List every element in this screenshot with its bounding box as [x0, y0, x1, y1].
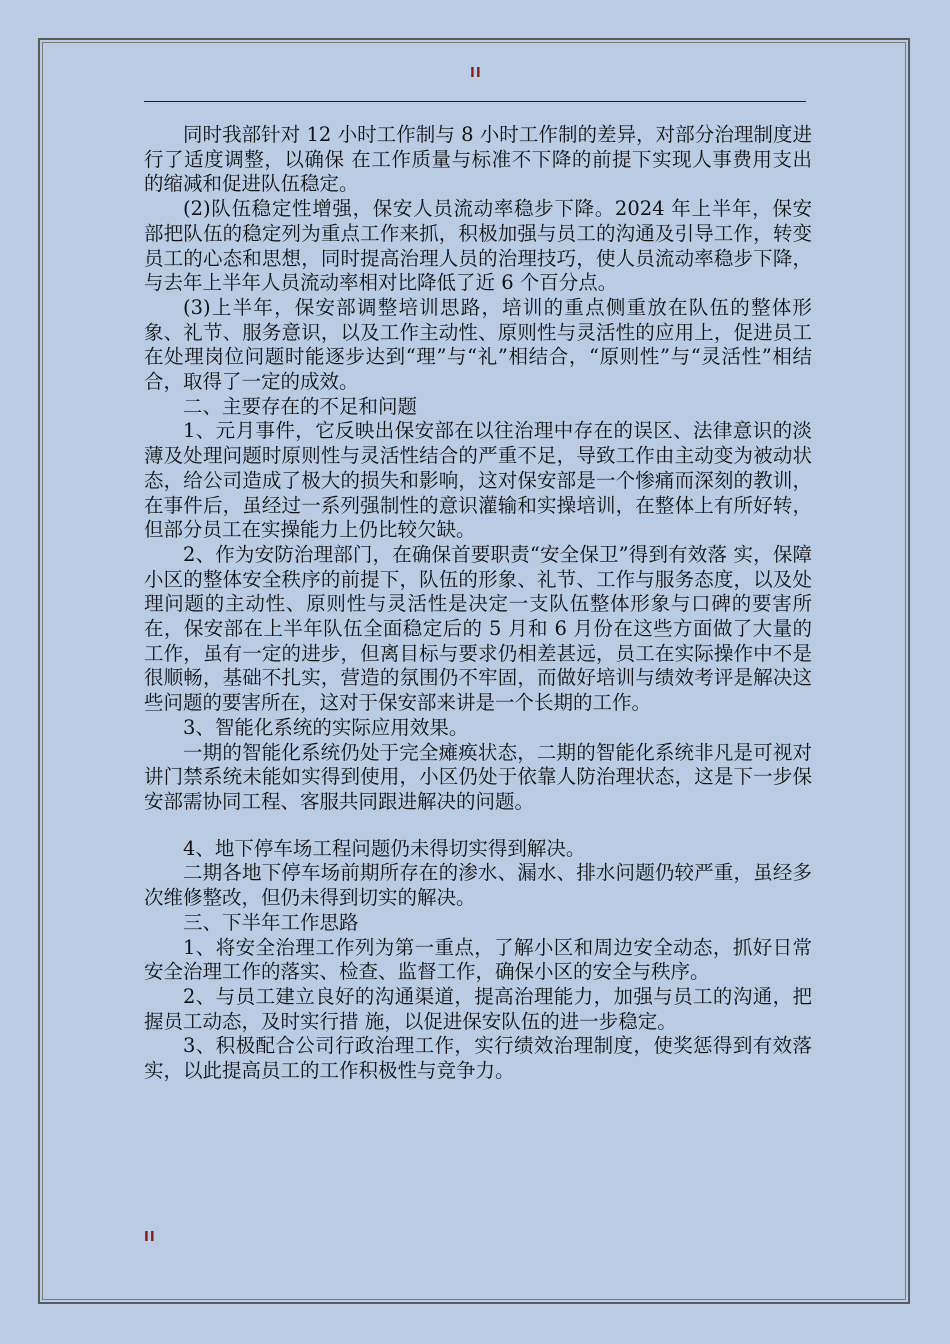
paragraph-problem-2: 2、作为安防治理部门，在确保首要职责“安全保卫”得到有效落 实，保障小区的整体安全秩序的前提下，队伍的形象、礼节、工作与服务态度，以及处理问题的主动性、原则性与灵活性是决定一支队伍整体形象与口碑的要害所在，保安部在上半年队伍全面稳定后的 5 月和 6 月份在这些方面做了大量的工作，虽有一定的进步，但离目标与要求仍相差甚远，员工在实际操作中不是很顺畅，基础不扎实，营造的氛围仍不牢固，而做好培训与绩效考评是解决这些问题的要害所在，这对于保安部来讲是一个长期的工作。	[144, 542, 812, 715]
paragraph-problem-1: 1、元月事件，它反映出保安部在以往治理中存在的误区、法律意识的淡薄及处理问题时原则性与灵活性结合的严重不足，导致工作由主动变为被动状态，给公司造成了极大的损失和影响，这对保安部是一个惨痛而深刻的教训，在事件后，虽经过一系列强制性的意识灌输和实操培训，在整体上有所好转，但部分员工在实操能力上仍比较欠缺。	[144, 419, 812, 542]
paragraph-problem-4-body: 二期各地下停车场前期所存在的渗水、漏水、排水问题仍较严重，虽经多次维修整改，但仍未得到切实的解决。	[144, 861, 812, 910]
document-body	[144, 123, 812, 1084]
paragraph-plan-1: 1、将安全治理工作列为第一重点，了解小区和周边安全动态，抓好日常安全治理工作的落实、检查、监督工作，确保小区的安全与秩序。	[144, 935, 812, 984]
section-heading-problems: 二、主要存在的不足和问题	[183, 394, 418, 418]
footer-mark: II	[144, 1230, 156, 1245]
section-heading-plan: 三、下半年工作思路	[183, 910, 359, 934]
paragraph-team-stability: (2)队伍稳定性增强，保安人员流动率稳步下降。2024 年上半年，保安部把队伍的稳定列为重点工作来抓，积极加强与员工的沟通及引导工作，转变员工的心态和思想，同时提高治理人员的治理技巧，使人员流动率稳步下降，与去年上半年人员流动率相对比降低了近 6 个百分点。	[144, 197, 812, 295]
paragraph-staffing-adjustment: 同时我部针对 12 小时工作制与 8 小时工作制的差异，对部分治理制度进行了适度调整，以确保 在工作质量与标准不下降的前提下实现人事费用支出的缩减和促进队伍稳定。	[144, 123, 812, 196]
paragraph-problem-4-title: 4、地下停车场工程问题仍未得切实得到解决。	[183, 836, 586, 860]
paragraph-problem-3-title: 3、智能化系统的实际应用效果。	[183, 715, 469, 739]
paragraph-training: (3)上半年，保安部调整培训思路，培训的重点侧重放在队伍的整体形象、礼节、服务意识，以及工作主动性、原则性与灵活性的应用上，促进员工在处理岗位问题时能逐步达到“理”与“礼”相结合，“原则性”与“灵活性”相结合，取得了一定的成效。	[144, 295, 812, 394]
paragraph-problem-3-body: 一期的智能化系统仍处于完全瘫痪状态，二期的智能化系统非凡是可视对讲门禁系统未能如实得到使用，小区仍处于依靠人防治理状态，这是下一步保安部需协同工程、客服共同跟进解决的问题。	[144, 740, 812, 813]
header-rule	[144, 101, 806, 102]
paragraph-plan-2: 2、与员工建立良好的沟通渠道，提高治理能力，加强与员工的沟通，把握员工动态，及时实行措 施，以促进保安队伍的进一步稳定。	[144, 984, 812, 1033]
paragraph-plan-3: 3、积极配合公司行政治理工作，实行绩效治理制度，使奖惩得到有效落实，以此提高员工的工作积极性与竞争力。	[144, 1034, 812, 1083]
header-mark: II	[470, 66, 482, 81]
